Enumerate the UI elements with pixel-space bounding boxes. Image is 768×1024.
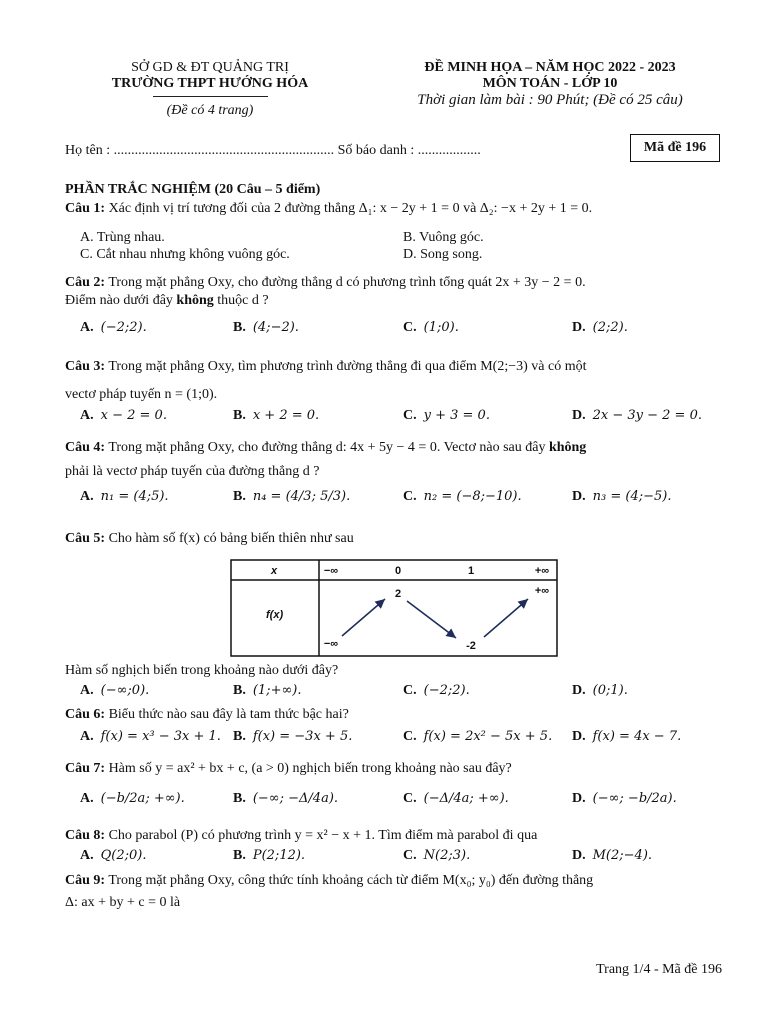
question-2 — [65, 274, 725, 310]
question-text: Cho hàm số f(x) có bảng biến thiên như sau — [108, 531, 354, 546]
q4-option-d[interactable]: D. n₃ = (4;−5). — [572, 489, 672, 504]
q6-option-b[interactable]: B. f(x) = −3x + 5. — [233, 729, 353, 744]
q4-option-b[interactable]: B. n₄ = (4/3; 5/3). — [233, 489, 351, 504]
question-text-cont: vectơ pháp tuyến n = (1;0). — [65, 387, 218, 402]
name-line: Họ tên : ............................................................... Số báo danh : .................. — [65, 143, 481, 158]
table-val-1: 2 — [394, 588, 402, 600]
question-9 — [65, 870, 725, 914]
q4-option-c[interactable]: C. n₂ = (−8;−10). — [403, 489, 522, 504]
table-x-0: −∞ — [323, 565, 339, 577]
question-8 — [65, 827, 725, 845]
question-4 — [65, 436, 725, 484]
question-7 — [65, 760, 725, 778]
exam-title: ĐỀ MINH HỌA – NĂM HỌC 2022 - 2023 — [424, 60, 676, 75]
q5-option-a[interactable]: A. (−∞;0). — [80, 683, 150, 698]
dept-name: SỞ GD & ĐT QUẢNG TRỊ — [131, 60, 289, 75]
table-val-2: -2 — [466, 640, 476, 652]
q1-option-b[interactable]: B. Vuông góc. — [403, 230, 484, 245]
table-val-0: −∞ — [323, 638, 339, 650]
school-name: TRƯỜNG THPT HƯỚNG HÓA — [111, 76, 309, 91]
question-1 — [65, 200, 725, 218]
table-x-header: x — [270, 565, 278, 577]
question-label: Câu 6: — [65, 707, 106, 722]
q2-option-b[interactable]: B. (4;−2). — [233, 320, 299, 335]
q8-option-d[interactable]: D. M(2;−4). — [572, 848, 653, 863]
q3-option-a[interactable]: A. x − 2 = 0. — [80, 408, 167, 423]
question-label: Câu 1: — [65, 201, 106, 216]
question-text-end: thuộc d ? — [213, 293, 269, 308]
q1-option-c[interactable]: C. Cắt nhau nhưng không vuông góc. — [80, 247, 290, 262]
exam-code-box: Mã đề 196 — [630, 134, 720, 162]
q3-option-b[interactable]: B. x + 2 = 0. — [233, 408, 320, 423]
q5-option-d[interactable]: D. (0;1). — [572, 683, 628, 698]
question-label: Câu 7: — [65, 761, 106, 776]
exam-time: Thời gian làm bài : 90 Phút; (Đề có 25 câu) — [417, 92, 683, 108]
question-text: Trong mặt phẳng Oxy, cho đường thẳng d: 4x + 5y − 4 = 0. Vectơ nào sau đây — [108, 440, 549, 455]
q2-option-c[interactable]: C. (1;0). — [403, 320, 459, 335]
question-3 — [65, 353, 725, 409]
question-text-cont: phải là vectơ pháp tuyến của đường thẳng d ? — [65, 464, 320, 479]
header-left — [60, 60, 360, 119]
question-5 — [65, 530, 725, 548]
question-text: Hàm số y = ax² + bx + c, (a > 0) nghịch biến trong khoảng nào sau đây? — [108, 761, 512, 776]
subject-title: MÔN TOÁN - LỚP 10 — [482, 76, 618, 91]
header-right — [380, 60, 720, 108]
question-text: Cho parabol (P) có phương trình y = x² − x + 1. Tìm điểm mà parabol đi qua — [108, 828, 538, 843]
question-5-after: Hàm số nghịch biến trong khoảng nào dưới đây? — [65, 663, 339, 678]
q1-option-a[interactable]: A. Trùng nhau. — [80, 230, 165, 245]
q6-option-d[interactable]: D. f(x) = 4x − 7. — [572, 729, 682, 744]
question-text: Xác định vị trí tương đối của 2 đường thẳng Δ₁: x − 2y + 1 = 0 và Δ₂: −x + 2y + 1 = 0. — [108, 201, 593, 216]
q7-option-c[interactable]: C. (−Δ/4a; +∞). — [403, 791, 509, 806]
page-footer: Trang 1/4 - Mã đề 196 — [596, 962, 722, 977]
q1-option-d[interactable]: D. Song song. — [403, 247, 483, 262]
question-text: Trong mặt phẳng Oxy, tìm phương trình đường thẳng đi qua điểm M(2;−3) và có một — [108, 359, 587, 374]
q8-option-a[interactable]: A. Q(2;0). — [80, 848, 147, 863]
emphasis-word: không — [176, 293, 214, 308]
question-text: Trong mặt phẳng Oxy, công thức tính khoảng cách từ điểm M(x₀; y₀) đến đường thẳng — [108, 873, 594, 888]
q8-option-c[interactable]: C. N(2;3). — [403, 848, 471, 863]
page-count: (Đề có 4 trang) — [166, 103, 254, 118]
q6-option-c[interactable]: C. f(x) = 2x² − 5x + 5. — [403, 729, 553, 744]
table-x-1: 0 — [394, 565, 402, 577]
question-text: Biểu thức nào sau đây là tam thức bậc hai? — [108, 707, 349, 722]
table-x-3: +∞ — [534, 565, 550, 577]
question-label: Câu 5: — [65, 531, 106, 546]
q7-option-a[interactable]: A. (−b/2a; +∞). — [80, 791, 185, 806]
emphasis-word: không — [548, 440, 587, 455]
q2-option-d[interactable]: D. (2;2). — [572, 320, 628, 335]
question-6 — [65, 706, 725, 724]
section-title: PHẦN TRẮC NGHIỆM (20 Câu – 5 điểm) — [65, 182, 321, 197]
question-text: Trong mặt phẳng Oxy, cho đường thẳng d có phương trình tổng quát 2x + 3y − 2 = 0. — [108, 275, 586, 290]
table-fx-header: f(x) — [266, 609, 284, 621]
q3-option-d[interactable]: D. 2x − 3y − 2 = 0. — [572, 408, 702, 423]
question-label: Câu 8: — [65, 828, 106, 843]
table-val-3: +∞ — [534, 585, 550, 597]
header-rule — [153, 96, 268, 97]
q7-option-d[interactable]: D. (−∞; −b/2a). — [572, 791, 677, 806]
q8-option-b[interactable]: B. P(2;12). — [233, 848, 306, 863]
question-label: Câu 2: — [65, 275, 106, 290]
q2-option-a[interactable]: A. (−2;2). — [80, 320, 147, 335]
question-label: Câu 4: — [65, 440, 106, 455]
question-label: Câu 3: — [65, 359, 106, 374]
q7-option-b[interactable]: B. (−∞; −Δ/4a). — [233, 791, 339, 806]
q5-option-b[interactable]: B. (1;+∞). — [233, 683, 302, 698]
question-label: Câu 9: — [65, 873, 106, 888]
variation-table — [230, 559, 558, 657]
question-text-cont: Điểm nào dưới đây — [65, 293, 177, 308]
q4-option-a[interactable]: A. n₁ = (4;5). — [80, 489, 169, 504]
q6-option-a[interactable]: A. f(x) = x³ − 3x + 1. — [80, 729, 221, 744]
q3-option-c[interactable]: C. y + 3 = 0. — [403, 408, 490, 423]
question-text-cont: Δ: ax + by + c = 0 là — [65, 895, 181, 910]
q5-option-c[interactable]: C. (−2;2). — [403, 683, 470, 698]
table-x-2: 1 — [467, 565, 475, 577]
